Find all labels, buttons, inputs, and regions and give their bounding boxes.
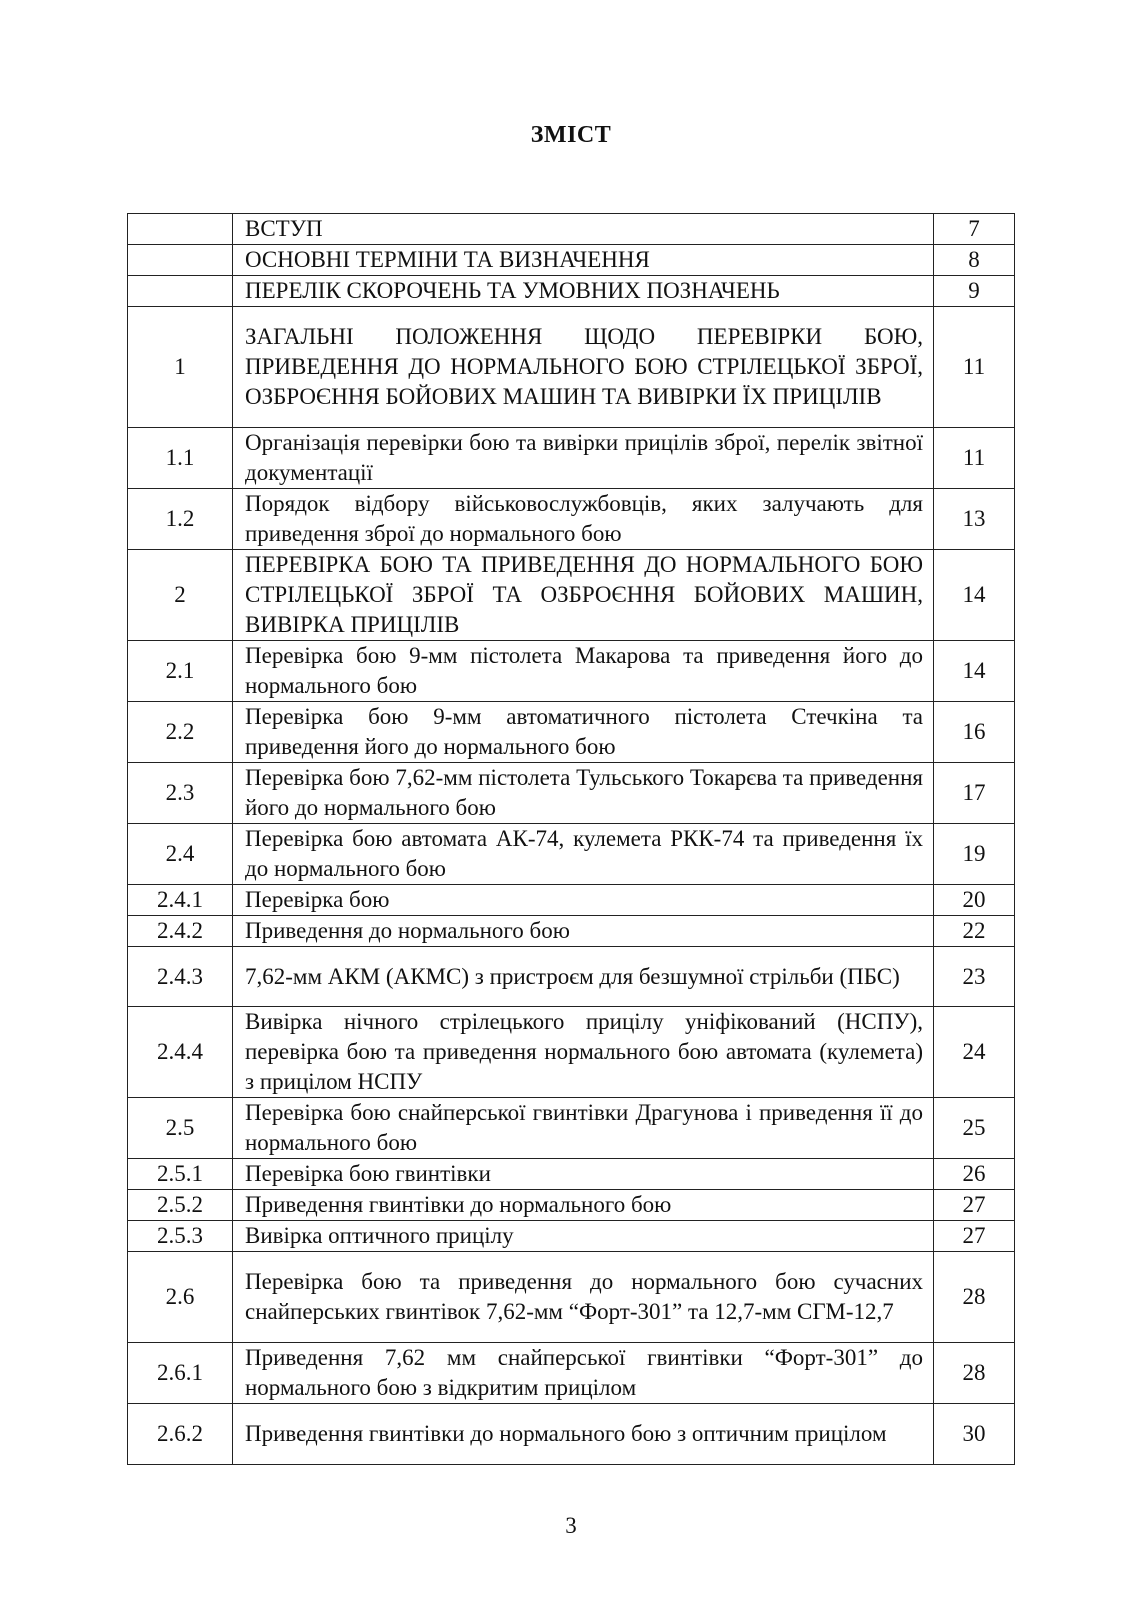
toc-row <box>128 550 1015 641</box>
toc-row <box>128 763 1015 824</box>
toc-section-number: 2.4.4 <box>128 1007 233 1098</box>
toc-section-number: 1 <box>128 307 233 428</box>
toc-section-number: 2.4 <box>128 824 233 885</box>
toc-row <box>128 245 1015 276</box>
toc-row <box>128 916 1015 947</box>
toc-page-number: 22 <box>934 916 1015 947</box>
toc-page-number: 28 <box>934 1252 1015 1343</box>
toc-page-number: 28 <box>934 1343 1015 1404</box>
toc-row <box>128 947 1015 1007</box>
toc-section-title: Перевірка бою 9-мм пістолета Макарова та приведення його до нормального бою <box>233 641 934 702</box>
toc-section-number <box>128 214 233 245</box>
toc-table <box>127 213 1015 1465</box>
toc-page-number: 20 <box>934 885 1015 916</box>
toc-row <box>128 824 1015 885</box>
toc-page-number: 19 <box>934 824 1015 885</box>
toc-section-title: Організація перевірки бою та вивірки прицілів зброї, перелік звітної документації <box>233 428 934 489</box>
toc-row <box>128 641 1015 702</box>
toc-section-title: Приведення гвинтівки до нормального бою <box>233 1190 934 1221</box>
page-number: 3 <box>565 1513 577 1538</box>
toc-section-number: 2.6 <box>128 1252 233 1343</box>
toc-section-title: Вивірка нічного стрілецького прицілу уніфікований (НСПУ), перевірка бою та приведення нормального бою автомата (кулемета) з прицілом НСПУ <box>233 1007 934 1098</box>
toc-section-number: 2.3 <box>128 763 233 824</box>
toc-section-title: Перевірка бою 7,62-мм пістолета Тульського Токарєва та приведення його до нормального бою <box>233 763 934 824</box>
toc-row <box>128 1343 1015 1404</box>
toc-row <box>128 1007 1015 1098</box>
toc-section-title: ОСНОВНІ ТЕРМІНИ ТА ВИЗНАЧЕННЯ <box>233 245 934 276</box>
toc-section-number: 2.5 <box>128 1098 233 1159</box>
toc-section-number: 2.4.2 <box>128 916 233 947</box>
toc-section-number: 2.1 <box>128 641 233 702</box>
toc-page-number: 14 <box>934 550 1015 641</box>
toc-page-number: 9 <box>934 276 1015 307</box>
toc-page-number: 7 <box>934 214 1015 245</box>
toc-section-title: Перевірка бою 9-мм автоматичного пістолета Стечкіна та приведення його до нормального бою <box>233 702 934 763</box>
toc-section-title: Перевірка бою гвинтівки <box>233 1159 934 1190</box>
toc-row <box>128 428 1015 489</box>
toc-section-title: Перевірка бою снайперської гвинтівки Драгунова і приведення її до нормального бою <box>233 1098 934 1159</box>
toc-section-number: 2.4.3 <box>128 947 233 1007</box>
toc-page-number: 11 <box>934 428 1015 489</box>
toc-row <box>128 1098 1015 1159</box>
toc-page-number: 17 <box>934 763 1015 824</box>
toc-row <box>128 1252 1015 1343</box>
toc-section-number: 2.4.1 <box>128 885 233 916</box>
page-title: ЗМІСТ <box>530 122 612 148</box>
toc-page-number: 23 <box>934 947 1015 1007</box>
toc-page-number: 11 <box>934 307 1015 428</box>
toc-section-title: Перевірка бою <box>233 885 934 916</box>
toc-page-number: 25 <box>934 1098 1015 1159</box>
toc-section-number: 2.6.2 <box>128 1404 233 1465</box>
toc-page-number: 8 <box>934 245 1015 276</box>
toc-section-title: Перевірка бою та приведення до нормального бою сучасних снайперських гвинтівок 7,62-мм “Форт-301” та 12,7-мм СГМ-12,7 <box>233 1252 934 1343</box>
toc-section-title: ПЕРЕЛІК СКОРОЧЕНЬ ТА УМОВНИХ ПОЗНАЧЕНЬ <box>233 276 934 307</box>
toc-row <box>128 1159 1015 1190</box>
toc-page-number: 14 <box>934 641 1015 702</box>
toc-row <box>128 1404 1015 1465</box>
toc-page-number: 24 <box>934 1007 1015 1098</box>
toc-section-title: 7,62-мм АКМ (АКМС) з пристроєм для безшумної стрільби (ПБС) <box>233 947 934 1007</box>
toc-section-title: Приведення до нормального бою <box>233 916 934 947</box>
toc-row <box>128 885 1015 916</box>
toc-section-number <box>128 245 233 276</box>
toc-row <box>128 1221 1015 1252</box>
toc-section-title: Вивірка оптичного прицілу <box>233 1221 934 1252</box>
toc-row <box>128 307 1015 428</box>
toc-page-number: 27 <box>934 1221 1015 1252</box>
toc-page-number: 16 <box>934 702 1015 763</box>
toc-section-title: ВСТУП <box>233 214 934 245</box>
toc-section-title: ЗАГАЛЬНІ ПОЛОЖЕННЯ ЩОДО ПЕРЕВІРКИ БОЮ, ПРИВЕДЕННЯ ДО НОРМАЛЬНОГО БОЮ СТРІЛЕЦЬКОЇ ЗБРОЇ, ОЗБРОЄННЯ БОЙОВИХ МАШИН ТА ВИВІРКИ ЇХ ПРИЦІЛІВ <box>233 307 934 428</box>
toc-row <box>128 276 1015 307</box>
toc-section-number: 2.5.2 <box>128 1190 233 1221</box>
toc-section-title: Перевірка бою автомата АК-74, кулемета РКК-74 та приведення їх до нормального бою <box>233 824 934 885</box>
toc-section-number: 2.2 <box>128 702 233 763</box>
toc-section-number: 2.6.1 <box>128 1343 233 1404</box>
toc-page-number: 26 <box>934 1159 1015 1190</box>
toc-section-title: Приведення гвинтівки до нормального бою з оптичним прицілом <box>233 1404 934 1465</box>
toc-page-number: 27 <box>934 1190 1015 1221</box>
toc-row <box>128 702 1015 763</box>
toc-row <box>128 214 1015 245</box>
toc-section-number: 1.2 <box>128 489 233 550</box>
toc-section-title: ПЕРЕВІРКА БОЮ ТА ПРИВЕДЕННЯ ДО НОРМАЛЬНОГО БОЮ СТРІЛЕЦЬКОЇ ЗБРОЇ ТА ОЗБРОЄННЯ БОЙОВИХ МАШИН, ВИВІРКА ПРИЦІЛІВ <box>233 550 934 641</box>
toc-page-number: 30 <box>934 1404 1015 1465</box>
toc-section-title: Порядок відбору військовослужбовців, яких залучають для приведення зброї до нормального бою <box>233 489 934 550</box>
toc-page-number: 13 <box>934 489 1015 550</box>
toc-section-number: 1.1 <box>128 428 233 489</box>
toc-row <box>128 1190 1015 1221</box>
toc-section-title: Приведення 7,62 мм снайперської гвинтівки “Форт-301” до нормального бою з відкритим прицілом <box>233 1343 934 1404</box>
toc-row <box>128 489 1015 550</box>
toc-section-number: 2 <box>128 550 233 641</box>
toc-section-number <box>128 276 233 307</box>
toc-section-number: 2.5.3 <box>128 1221 233 1252</box>
toc-section-number: 2.5.1 <box>128 1159 233 1190</box>
